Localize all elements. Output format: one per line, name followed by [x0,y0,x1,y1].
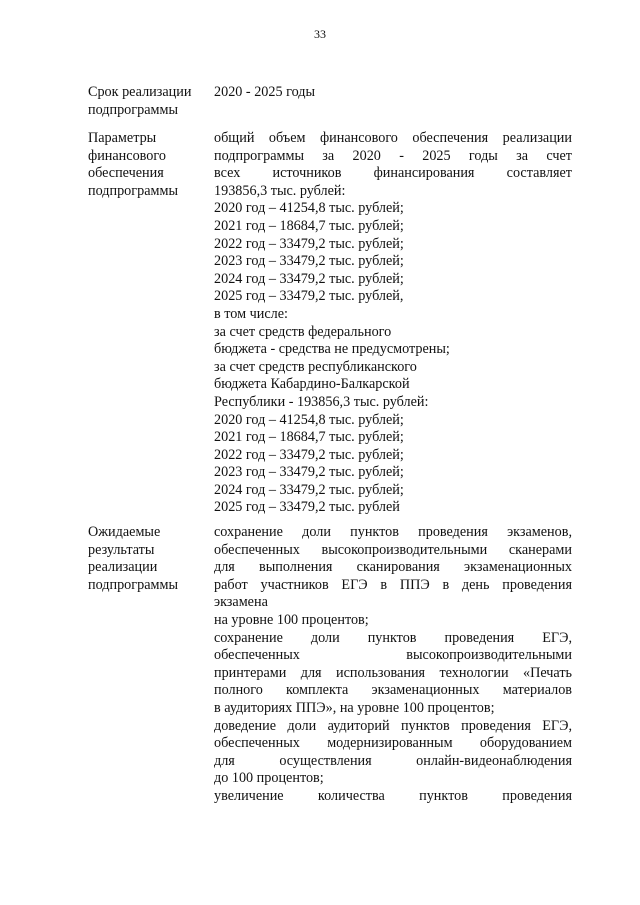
finance-text-line: всех источников финансирования составляет [214,165,572,182]
results-label [88,524,208,594]
finance-text-line: общий объем финансового обеспечения реализации [214,130,572,146]
period-label-line-1: Срок реализации [88,84,192,100]
finance-text-line: подпрограммы за 2020 - 2025 годы за счет [214,147,572,164]
period-value-text: 2020 - 2025 годы [214,84,316,100]
results-text-line: работ участников ЕГЭ в ППЭ в день проведения [214,576,572,593]
period-value [214,84,572,102]
finance-text-line: бюджета Кабардино-Балкарской [214,376,410,393]
finance-label [88,130,208,200]
finance-year-line: 2021 год – 18684,7 тыс. рублей; [214,429,404,446]
results-text-line: увеличение количества пунктов проведения [214,787,572,804]
results-text-line: принтерами для использования технологии «Печать [214,664,572,681]
results-label-line-2: результаты [88,541,155,558]
results-text-line: экзамена [214,594,268,611]
results-text-line: доведение доли аудиторий пунктов проведения ЕГЭ, [214,717,572,734]
results-text-line: обеспеченных высокопроизводительными [214,647,572,664]
finance-value [214,130,572,517]
finance-text-line: 193856,3 тыс. рублей: [214,182,346,199]
results-text-line: обеспеченных модернизированным оборудованием [214,735,572,752]
results-text-line: обеспеченных высокопроизводительными сканерами [214,541,572,558]
finance-text-line: бюджета - средства не предусмотрены; [214,341,450,358]
results-text-line: для осуществления онлайн-видеонаблюдения [214,752,572,769]
finance-year-line: 2022 год – 33479,2 тыс. рублей; [214,446,404,463]
finance-text-line: Республики - 193856,3 тыс. рублей: [214,393,429,410]
period-label-line-2: подпрограммы [88,101,178,118]
finance-label-line-2: финансового [88,147,166,164]
period-label [88,84,208,119]
results-label-line-1: Ожидаемые [88,524,161,540]
results-label-line-4: подпрограммы [88,576,178,593]
finance-year-line: 2022 год – 33479,2 тыс. рублей; [214,235,404,252]
finance-label-line-4: подпрограммы [88,182,178,199]
finance-year-line: 2025 год – 33479,2 тыс. рублей [214,499,400,516]
finance-year-line: 2020 год – 41254,8 тыс. рублей; [214,200,404,217]
finance-label-line-1: Параметры [88,130,157,146]
results-text-line: на уровне 100 процентов; [214,611,369,628]
finance-label-line-3: обеспечения [88,165,164,182]
finance-year-line: 2023 год – 33479,2 тыс. рублей; [214,253,404,270]
results-text-line: сохранение доли пунктов проведения экзаменов, [214,524,572,540]
results-text-line: сохранение доли пунктов проведения ЕГЭ, [214,629,572,646]
results-value [214,524,572,806]
finance-year-line: 2023 год – 33479,2 тыс. рублей; [214,464,404,481]
finance-text-line: за счет средств республиканского [214,358,417,375]
results-label-line-3: реализации [88,559,158,576]
finance-text-line: в том числе: [214,305,288,322]
finance-year-line: 2025 год – 33479,2 тыс. рублей, [214,288,404,305]
finance-year-line: 2024 год – 33479,2 тыс. рублей; [214,481,404,498]
finance-year-line: 2024 год – 33479,2 тыс. рублей; [214,270,404,287]
results-text-line: для выполнения сканирования экзаменационных [214,559,572,576]
results-text-line: полного комплекта экзаменационных материалов [214,682,572,699]
finance-year-line: 2020 год – 41254,8 тыс. рублей; [214,411,404,428]
page-number: 33 [314,27,326,41]
finance-text-line: за счет средств федерального [214,323,392,340]
results-text-line: в аудиториях ППЭ», на уровне 100 процентов; [214,699,495,716]
finance-year-line: 2021 год – 18684,7 тыс. рублей; [214,217,404,234]
results-text-line: до 100 процентов; [214,770,324,787]
